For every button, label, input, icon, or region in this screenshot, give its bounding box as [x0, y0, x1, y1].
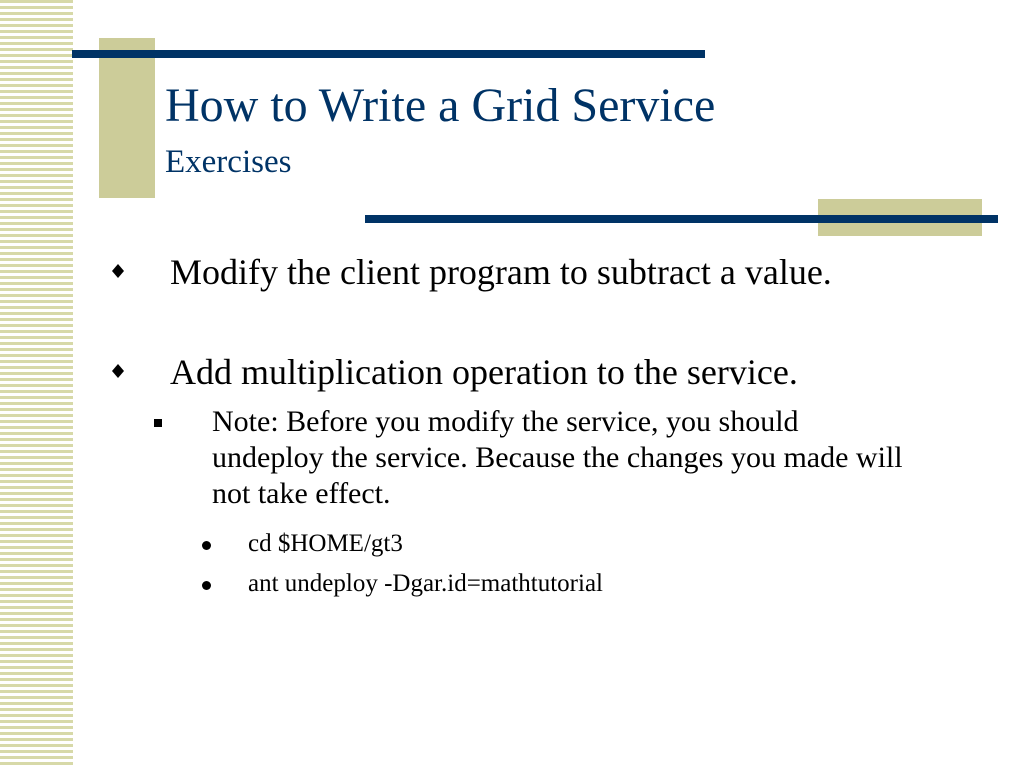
list-item [248, 568, 948, 600]
slide-subtitle: Exercises [165, 144, 292, 180]
slide-title: How to Write a Grid Service [165, 79, 716, 132]
square-bullet-icon [154, 419, 162, 427]
list-item [170, 252, 970, 293]
dot-bullet-icon [202, 541, 211, 550]
list-item-text: Modify the client program to subtract a value. [170, 252, 832, 292]
list-item-text: cd $HOME/gt3 [248, 530, 403, 557]
diamond-bullet-icon [108, 352, 128, 393]
list-item-text: Note: Before you modify the service, you should undeploy the service. Because the changes you made will not take effect. [212, 405, 903, 510]
list-item-text: Add multiplication operation to the service. [170, 352, 798, 392]
list-item [170, 352, 970, 393]
list-item [248, 528, 948, 560]
diamond-bullet-icon [108, 252, 128, 293]
list-item [212, 404, 912, 512]
list-item-text: ant undeploy -Dgar.id=mathtutorial [248, 570, 603, 597]
dot-bullet-icon [202, 581, 211, 590]
